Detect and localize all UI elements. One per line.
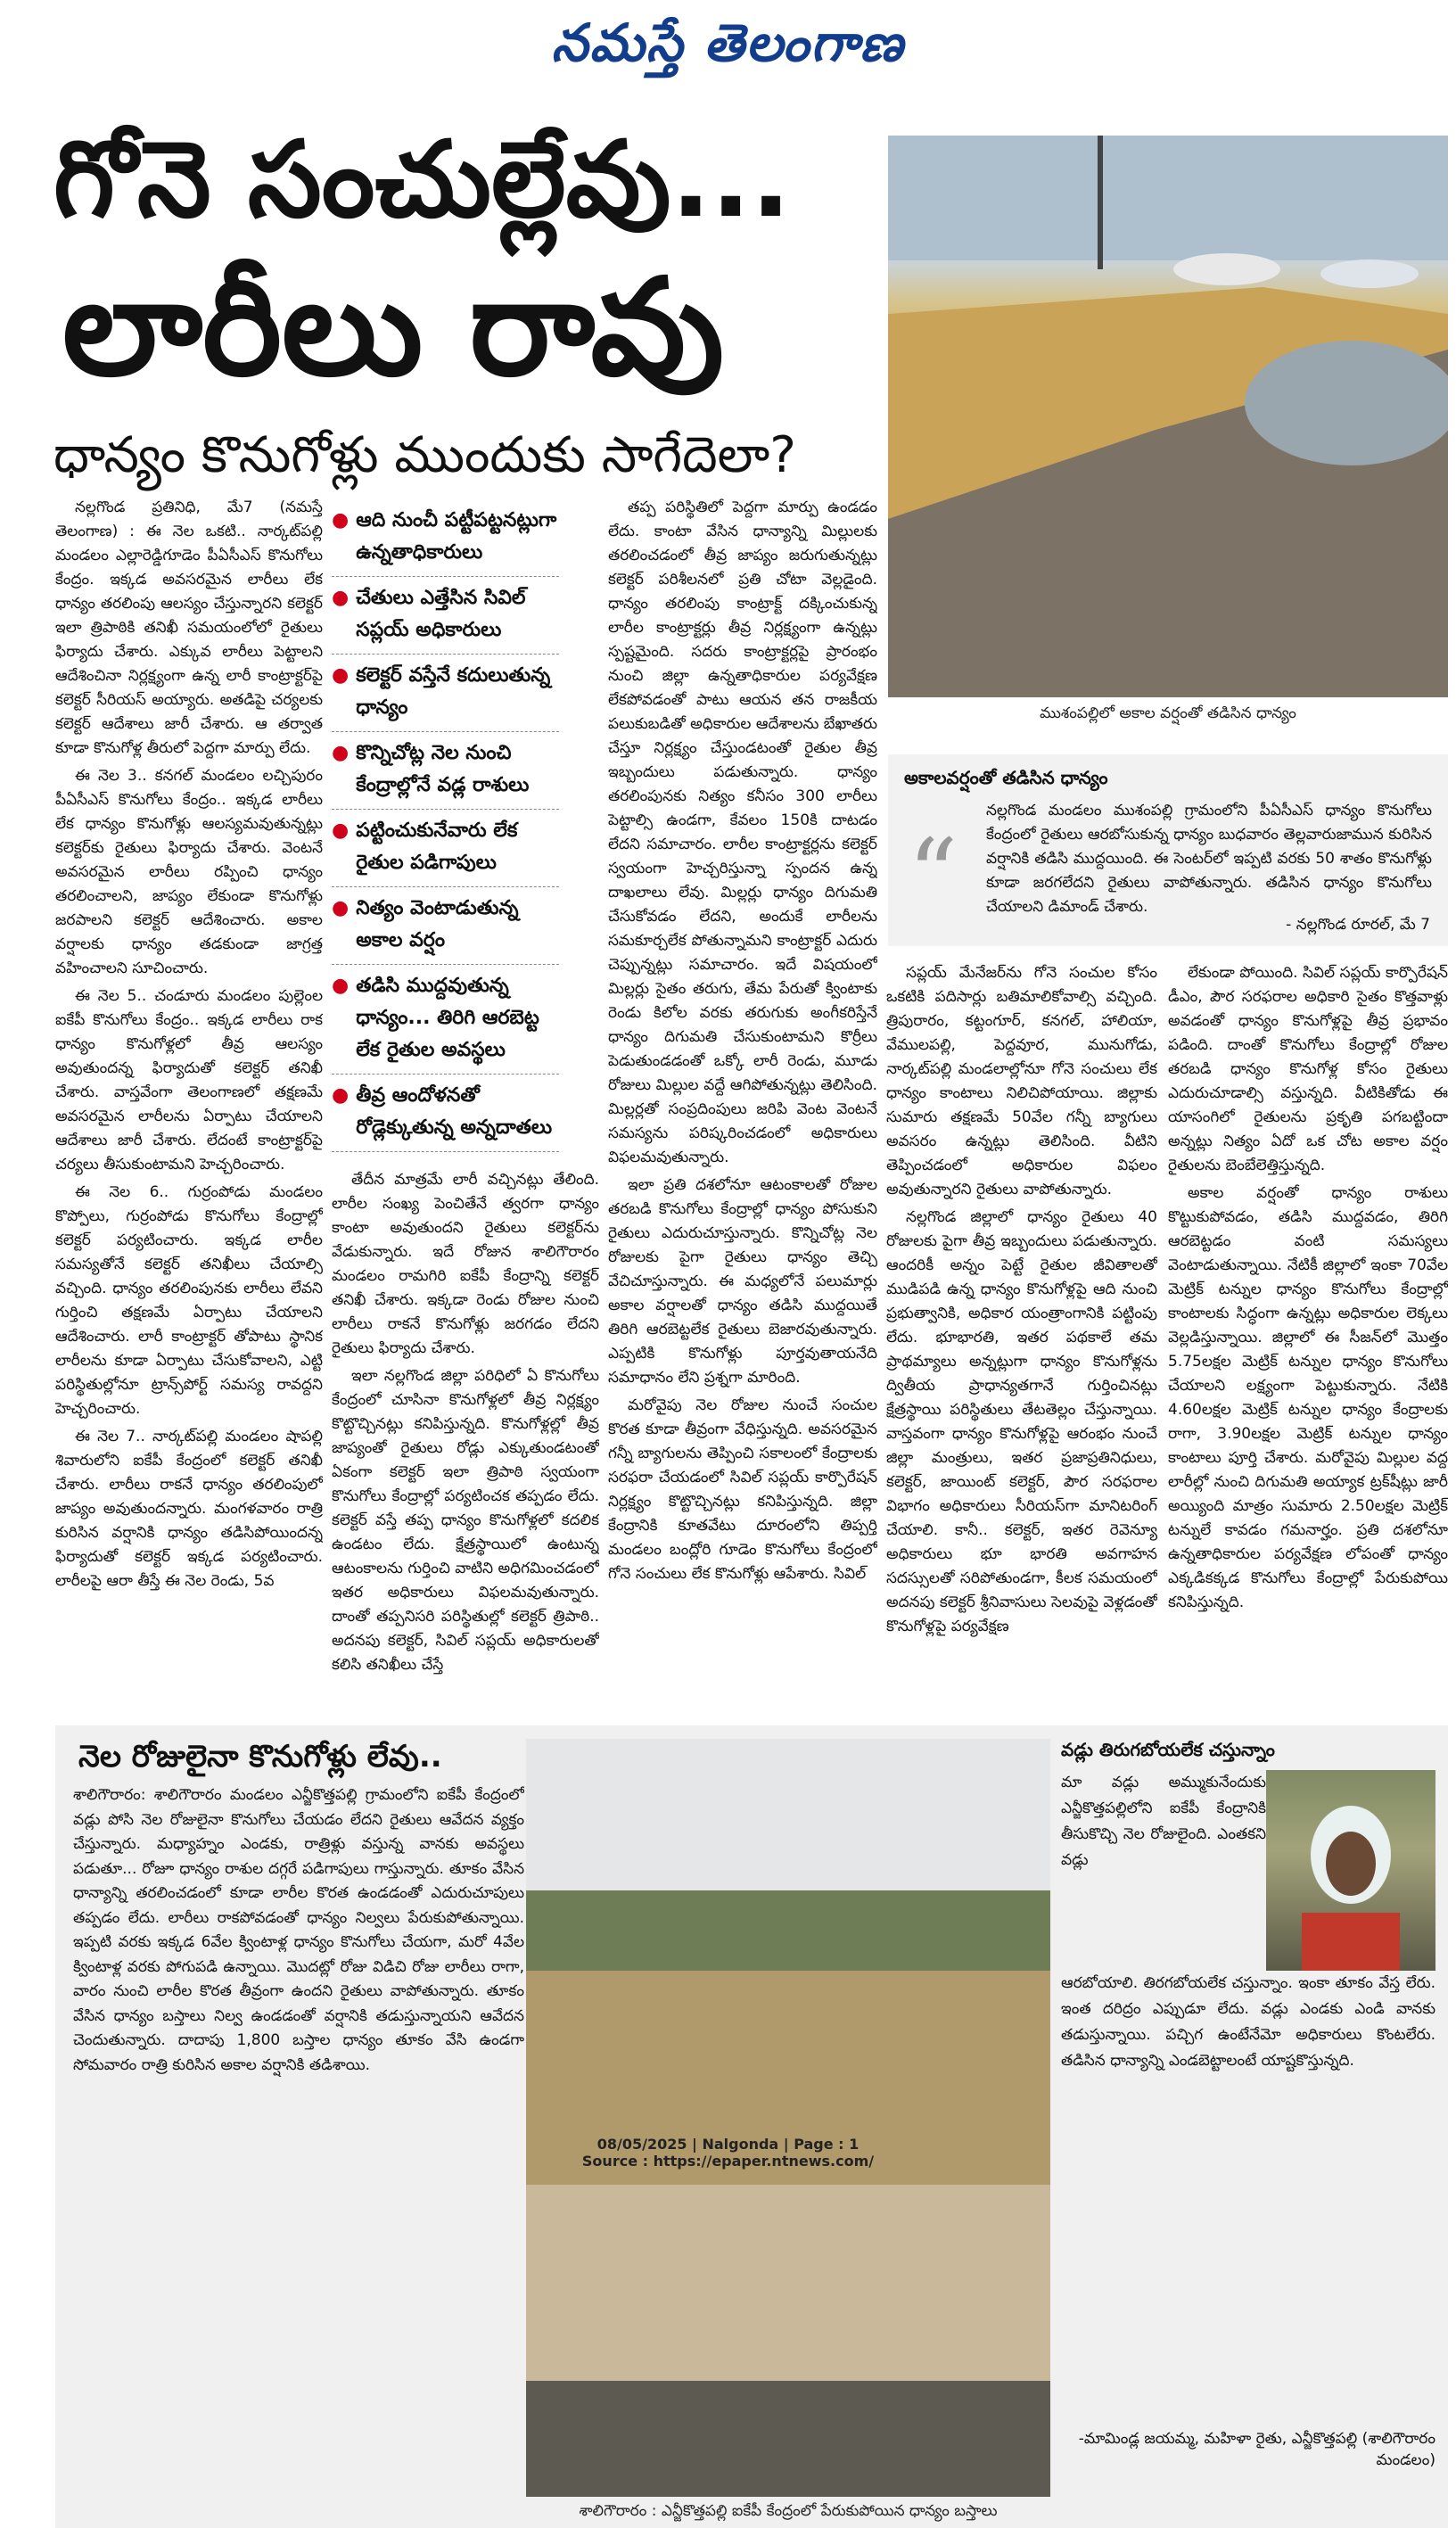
col3-para: తప్ప పరిస్థితిలో పెద్దగా మార్పు ఉండడం లేదు. కాంటా వేసిన ధాన్యాన్ని మిల్లులకు తరలించడంలో తీవ్ర జాప్యం జరుగుతున్నట్లు కలెక్టర్ పరిశీలనలో ప్రతి చోటా వెల్లడైంది. ధాన్యం తరలింపు కాంట్రాక్ట్ దక్కించుకున్న లారీల కాంట్రాక్టర్లు తీవ్ర నిర్లక్ష్యంగా ఉన్నట్లు స్పష్టమైంది. సదరు కాంట్రాక్టర్లపై ప్రారంభం నుంచి జిల్లా ఉన్నతాధికారుల పర్యవేక్షణ లేకపోవడంతో పాటు ఆయన తన రాజకీయ పలుకుబడితో అధికారుల ఆదేశాలను బేఖాతరు చేస్తూ నిర్లక్ష్యం చేస్తుండటంతో రైతుల తీవ్ర ఇబ్బందులు పడుతున్నారు. ధాన్యం తరలింపునకు నిత్యం కనీసం 300 లారీలు పెట్టాల్సి ఉండగా, కేవలం 150కి దాటడం లేదని సమాచారం. లారీల కాంట్రాక్టర్లను కలెక్టర్ స్వయంగా హెచ్చరిస్తున్నా స్పందన ఉన్న దాఖలాలు లేవు. మిల్లర్లు ధాన్యం దిగుమతి చేసుకోవడం లేదని, అందుకే లారీలను సమకూర్చలేక పోతున్నామని కాంట్రాక్టర్ ఎదురు చెప్పున్నట్లు సమాచారం. ఇదే విషయంలో మిల్లర్లు సైతం తరుగు, తేమ పేరుతో క్వింటాకు రెండు కిలోల వరకు తరుగుకు అంగీకరిస్తేనే ధాన్యం దిగుమతి చేసుకుంటామని కొర్రీలు పెడుతుండడంతో ఒక్కో లారీ రెండు, మూడు రోజులు మిల్లుల వద్దే ఆగిపోతున్నట్లు తెలిసింది. మిల్లర్లతో సంప్రదింపులు జరిపి వెంట వెంటనే సమస్యను పరిష్కరించడంలో అధికారులు విఫలమవుతున్నారు. <box>608 498 877 1166</box>
quote-box <box>888 754 1448 946</box>
col1-para: నల్లగొండ ప్రతినిధి, మే7 (నమస్తే తెలంగాణ) : ఈ నెల ఒకటి.. నార్కట్‌పల్లి మండలం ఎల్లారెడ్డిగూడెం పీఏసీఎస్ కొనుగోలు కేంద్రం. ఇక్కడ అవసరమైన లారీలు లేక ధాన్యం తరలింపు ఆలస్యం చేస్తున్నారని కలెక్టర్ ఇలా త్రిపాఠికి తనిఖీ సమయంలోలో రైతులు ఫిర్యాదు చేశారు. ఎక్కువ లారీలు పెట్టాలని ఆదేశించినా నిర్లక్ష్యంగా ఉన్న లారీ కాంట్రాక్టర్‌పై కలెక్టర్ సీరియస్ అయ్యారు. అతడిపై చర్యలకు కలెక్టర్ ఆదేశాలు జారీ చేశారు. ఆ తర్వాత కూడా కొనుగోళ్ల తీరులో పెద్దగా మార్పు లేదు. <box>55 498 323 757</box>
highlight-item: ● నిత్యం వెంటాడుతున్న అకాల వర్షం <box>332 887 559 965</box>
article-column-2 <box>332 1168 599 1717</box>
farmer-portrait-photo <box>1266 1770 1435 1971</box>
farmer-portrait-illustration <box>1266 1770 1435 1971</box>
col4-para: నల్లగొండ జిల్లాలో ధాన్యం రైతులు 40 రోజులకు పైగా తీవ్ర ఇబ్బందులు పడుతున్నారు. ఆందరికీ అన్నం పెట్టే రైతుల జీవితాలతో ముడిపడి ఉన్న ధాన్యం కొనుగోళ్లపై ఆది నుంచి ప్రభుత్వానికి, అధికార యంత్రాంగానికి పట్టింపు లేదు. భూభారతి, ఇతర పథకాలే తమ ప్రాథమ్యాలు అన్నట్లుగా ధాన్యం కొనుగోళ్లను ద్వితీయ ప్రాధాన్యతగానే గుర్తించినట్లు క్షేత్రస్థాయి పరిస్థితులు తేటతెల్లం చేస్తున్నాయి. వాస్తవంగా ధాన్యం కొనుగోళ్లపై ఆరంభం నుంచే జిల్లా మంత్రులు, ఇతర ప్రజాప్రతినిధులు, కలెక్టర్, జాయింట్ కలెక్టర్, పౌర సరఫరాల విభాగం అధికారులు సీరియస్‌గా మానిటరింగ్ చేయాలి. కానీ.. కలెక్టర్, ఇతర రెవెన్యూ అధికారులు భూ భారతి అవగాహన సదస్సులతో సరిపోతుండగా, కీలక సమయంలో అదనపు కలెక్టర్ శ్రీనివాసులు సెలవుపై వెళ్లడంతో కొనుగోళ్లపై పర్యవేక్షణ <box>886 1208 1157 1635</box>
bottom-photo-paddy-bags <box>526 1739 1050 2497</box>
col3-para: మరోవైపు నెల రోజుల నుంచే సంచుల కొరత కూడా తీవ్రంగా వేధిస్తున్నది. అవసరమైన గన్నీ బ్యాగులను తెప్పించి సకాలంలో కేంద్రాలకు సరఫరా చేయడంలో సివిల్ సప్లయ్ కార్పొరేషన్ నిర్లక్ష్యం కొట్టొచ్చినట్లు కనిపిస్తున్నది. జిల్లా కేంద్రానికి కూతవేటు దూరంలోని తిప్పర్తి మండలం బంద్లోరి గూడెం కొనుగోలు కేంద్రంలో గోనె సంచులు లేక కొనుగోళ్లు ఆపేశారు. సివిల్ <box>608 1396 877 1583</box>
footer-source: Source : https://epaper.ntnews.com/ <box>581 2153 875 2170</box>
masthead <box>0 0 1456 98</box>
article-column-3 <box>608 496 877 1717</box>
col1-para: ఈ నెల 5.. చండూరు మండలం పుల్లెంల ఐకేపీ కొనుగోలు కేంద్రం.. ఇక్కడ లారీలు రాక ధాన్యం కొనుగోళ్లలో తీవ్ర ఆలస్యం అవుతుందన్న ఫిర్యాదుతో కలెక్టర్ తనిఖీ చేశారు. వాస్తవేంగా తెలంగాణలో తక్షణమే అవసరమైన లారీలను ఏర్పాటు చేయాలని ఆదేశాలు జారీ చేశారు. లేదంటే కాంట్రాక్టర్‌పై చర్యలు తీసుకుంటామని హెచ్చరించారు. <box>55 987 323 1173</box>
side-story-title: వడ్లు తిరుగబోయలేక చస్తున్నాం <box>1061 1739 1275 1760</box>
bottom-story-title: నెల రోజులైనా కొనుగోళ్లు లేవు.. <box>78 1739 442 1775</box>
highlight-item: ● పట్టించుకునేవారు లేక రైతుల పడిగాపులు <box>332 810 559 887</box>
quote-mark-icon: “ <box>908 818 958 932</box>
col2-para: తేదీన మాత్రమే లారీ వచ్చినట్లు తేలింది. లారీల సంఖ్య పెంచితేనే త్వరగా ధాన్యం కాంటా అవుతుందని రైతులు కలెక్టర్‌ను వేడుకున్నారు. ఇదే రోజున శాలిగౌరారం మండలం రామగిరి ఐకేపీ కేంద్రాన్ని కలెక్టర్ తనిఖీ చేశారు. ఇక్కడా రెండు రోజుల నుంచి లారీలు రాకనే కొనుగోళ్లు జరగడం లేదని రైతులు ఫిర్యాదు చేశారు. <box>332 1171 599 1357</box>
highlight-item: ● కొన్నిచోట్ల నెల నుంచి కేంద్రాల్లోనే వడ్ల రాశులు <box>332 732 559 810</box>
highlight-item: ● తీవ్ర ఆందోళనతో రోడ్లెక్కుతున్న అన్నదాతలు <box>332 1075 559 1152</box>
quote-box-title: అకాలవర్షంతో తడిసిన ధాన్యం <box>904 767 1108 788</box>
col5-para: లేకుండా పోయింది. సివిల్ సప్లయ్ కార్పొరేషన్ డీఎం, పౌర సరఫరాల అధికారి సైతం కొత్తవాళ్లు అవడంతో ధాన్యం కొనుగోళ్లపై తీవ్ర ప్రభావం పడింది. దాంతో కొనుగోలు కేంద్రాల్లో రోజుల తరబడి ధాన్యం కొనుగోళ్ల కోసం రైతులు ఎదురుచూడాల్సి వస్తున్నది. వీటికితోడు ఈ యాసంగిలో రైతులను ప్రకృతి పగబట్టిందా అన్నట్లు నిత్యం ఏదో ఒక చోట అకాల వర్షం రైతులను బెంబేలెత్తిస్తున్నది. <box>1168 964 1448 1174</box>
side-story-text-2: ఆరబోయాలి. తిరగబోయలేక చస్తున్నాం. ఇంకా తూకం వేస్త లేరు. ఇంత దరిద్రం ఎప్పుడూ లేదు. వడ్లు ఎండకు ఎండి వానకు తడుస్తున్నాయి. పచ్చిగ ఉంటేనేమో అధికారులు కొంటలేరు. తడిసిన ధాన్యాన్ని ఎండబెట్టాలంటే యాష్టకొస్తున్నది. <box>1061 1974 1435 2070</box>
bottom-photo-illustration <box>526 1739 1050 2497</box>
bottom-photo-caption: శాలిగౌరారం : ఎన్జీకొత్తపల్లి ఐకేపీ కేంద్రంలో పేరుకుపోయిన ధాన్యం బస్తాలు <box>579 2502 998 2520</box>
article-column-4 <box>886 961 1157 1717</box>
col3-para: ఇలా ప్రతి దశలోనూ ఆటంకాలతో రోజుల తరబడి కొనుగోలు కేంద్రాల్లో ధాన్యం పోసుకుని రైతులు ఎదురుచూస్తున్నారు. కొన్నిచోట్ల నెల రోజులకు పైగా రైతులు ధాన్యం తెచ్చి వేచిచూస్తున్నారు. ఈ మధ్యలోనే పలుమార్లు అకాల వర్షాలతో ధాన్యం తడిసి ముద్దయితే తిరిగి ఆరబెట్టలేక రైతులు బెజారవుతున్నారు. ఎప్పటికి కొనుగోళ్లు పూర్తవుతాయనేది సమాధానం లేని ప్రశ్నగా మారింది. <box>608 1176 877 1387</box>
footer <box>0 2136 1456 2170</box>
subheadline: ధాన్యం కొనుగోళ్లు ముందుకు సాగేదెలా? <box>53 426 796 484</box>
col5-para: అకాల వర్షంతో ధాన్యం రాశులు కొట్టుకుపోవడం, తడిసి ముద్దవడం, తిరిగి ఆరబెట్టడం వంటి సమస్యలు వెంటాడుతున్నాయి. నేటికీ జిల్లాలో ఇంకా 70వేల మెట్రిక్ టన్నుల ధాన్యం కొనుగోలు కేంద్రాల్లో కాంటాలకు సిద్ధంగా ఉన్నట్లు అధికారుల లెక్కలు వెల్లడిస్తున్నాయి. జిల్లాలో ఈ సీజన్‌లో మొత్తం 5.75లక్షల మెట్రిక్ టన్నుల ధాన్యం కొనుగోలు చేయాలని లక్ష్యంగా పెట్టుకున్నారు. నేటికి 4.60లక్షల మెట్రిక్ టన్నుల ధాన్యం కేంద్రాలకు రాగా, 3.90లక్షల మెట్రిక్ టన్నుల ధాన్యం కాంటాలు పూర్తి చేశారు. మరోవైపు మిల్లుల వద్ద లారీల్లో నుంచి దిగుమతి అయ్యాక ట్రక్‌షీట్లు జారీ అయ్యింది మాత్రం సుమారు 2.50లక్షల మెట్రిక్ టన్నులే కావడం గమనార్హం. ప్రతి దశలోనూ ఉన్నతాధికారుల పర్యవేక్షణ లోపంతో ధాన్యం ఎక్కడికక్కడ కొనుగోలు కేంద్రాల్లో పేరుకుపోయి కనిపిస్తున్నది. <box>1168 1184 1448 1611</box>
top-photo-illustration <box>888 136 1448 697</box>
highlights-list <box>332 499 559 1152</box>
side-story-text-1: మా వడ్లు అమ్ముకునేందుకు ఎన్జీకొత్తపల్లిలోని ఐకేపీ కేంద్రానికి తీసుకొచ్చి నెల రోజులైంది. ఎంతకని వడ్లు <box>1061 1774 1266 1869</box>
highlight-item: ● ఆది నుంచీ పట్టీపట్టనట్లుగా ఉన్నతాధికారులు <box>332 499 559 577</box>
highlight-item: ● కలెక్టర్ వస్తేనే కదులుతున్న ధాన్యం <box>332 655 559 732</box>
top-photo-caption: ముశంపల్లిలో అకాల వర్షంతో తడిసిన ధాన్యం <box>1040 704 1296 722</box>
article-column-1 <box>55 496 323 1717</box>
col1-para: ఈ నెల 7.. నార్కట్‌పల్లి మండలం షాపల్లి శివారులోని ఐకేపీ కేంద్రంలో కలెక్టర్ తనిఖీ చేశారు. లారీలు రాకనే ధాన్యం తరలింపులో జాప్యం అవుతుందన్నారు. మంగళవారం రాత్రి కురిసిన వర్షానికి ధాన్యం తడిసిపోయిందన్న ఫిర్యాదుతో కలెక్టర్ ఇక్కడ పర్యటించారు. లారీలపై ఆరా తీస్తే ఈ నెల రెండు, 5వ <box>55 1428 323 1590</box>
headline-line2: లారీలు రావు <box>62 251 725 406</box>
side-story-signature: -మామిండ్ల జయమ్మ, మహిళా రైతు, ఎన్జీకొత్తపల్లి (శాలిగౌరారం మండలం) <box>1078 2430 1435 2469</box>
highlight-item: ● చేతులు ఎత్తేసిన సివిల్ సప్లయ్ అధికారులు <box>332 577 559 655</box>
col4-para: సప్లయ్ మేనేజర్‌ను గోనె సంచుల కోసం ఒకటికి పదిసార్లు బతిమాలికోవాల్సి వచ్చింది. త్రిపురారం, కట్టంగూర్, కనగల్, హాలియా, వేములపల్లి, పెద్దవూర, మునుగోడు, నార్కట్‌పల్లి మండలాల్లోనూ గోనె సంచులు లేక ధాన్యం కాంటాలు నిలిచిపోయాయి. జిల్లాకు సుమారు తక్షణమే 50వేల గన్నీ బ్యాగులు అవసరం ఉన్నట్లు తెలిసింది. వీటిని తెప్పించడంలో అధికారుల విఫలం అవుతున్నారని రైతులు వాపోతున్నారు. <box>886 964 1157 1198</box>
top-photo-wet-paddy <box>888 136 1448 697</box>
col1-para: ఈ నెల 3.. కనగల్ మండలం లచ్చిపురం పీఏసీఎస్ కొనుగోలు కేంద్రం.. ఇక్కడ లారీలు లేక ధాన్యం కొనుగోళ్లు ఆలస్యమవుతున్నట్లు కలెక్టర్‌కు రైతులు ఫిర్యాదు చేశారు. వెంటనే అవసరమైన లారీలు రప్పించి ధాన్యం తరలించాలని, జాప్యం లేకుండా కొనుగోళ్లు జరపాలని కలెక్టర్ ఆదేశించారు. అకాల వర్షాలకు ధాన్యం తడకుండా జాగ్రత్త వహించాలని సూచించారు. <box>55 767 323 977</box>
headline-line1: గోనె సంచుల్లేవు... <box>53 118 791 241</box>
article-column-5 <box>1168 961 1448 1717</box>
col1-para: ఈ నెల 6.. గుర్రంపోడు మండలం కొప్పోలు, గుర్రంపోడు కొనుగోలు కేంద్రాల్లో కలెక్టర్ పర్యటించారు. ఇక్కడ లారీల సమస్యతోనే కలెక్టర్ తనిఖీలు చేయాల్సి వచ్చింది. ధాన్యం తరలింపునకు లారీలు లేవని గుర్తించి తక్షణమే ఏర్పాటు చేయాలని ఆదేశించారు. లారీ కాంట్రాక్టర్ తోపాటు స్థానిక లారీలను కూడా ఏర్పాటు చేసుకోవాలని, ఎట్టి పరిస్థితుల్లోనూ ట్రాన్స్‌పోర్ట్ సమస్య రావద్దని హెచ్చరించారు. <box>55 1183 323 1418</box>
quote-box-signature: - నల్లగొండ రూరల్, మే 7 <box>1286 916 1430 934</box>
col2-para: ఇలా నల్లగొండ జిల్లా పరిధిలో ఏ కొనుగోలు కేంద్రంలో చూసినా కొనుగోళ్లలో తీవ్ర నిర్లక్ష్యం కొట్టొచ్చినట్లు కనిపిస్తున్నది. కొనుగోళ్లల్లో తీవ్ర జాప్యంతో రైతులు రోడ్లు ఎక్కుతుండటంతో ఏకంగా కలెక్టర్ ఇలా త్రిపాఠి స్వయంగా కొనుగోలు కేంద్రాల్లో పర్యటించక తప్పడం లేదు. కలెక్టర్ వస్తే తప్ప ధాన్యం కొనుగోళ్లలో కదలిక ఉండటం లేదు. క్షేత్రస్థాయిలో ఉంటున్న ఆటంకాలను గుర్తించి వాటిని అధిగమించడంలో ఇతర అధికారులు విఫలమవుతున్నారు. దాంతో తప్పనిసరి పరిస్థితుల్లో కలెక్టర్ త్రిపాఠి.. అదనపు కలెక్టర్, సివిల్ సప్లయ్ అధికారులతో కలిసి తనిఖీలు చేస్తే <box>332 1367 599 1674</box>
highlight-item: ● తడిసి ముద్దవుతున్న ధాన్యం... తిరిగి ఆరబెట్ట లేక రైతుల అవస్థలు <box>332 965 559 1075</box>
quote-box-text: నల్లగొండ మండలం ముశంపల్లి గ్రామంలోని పీఏసీఎస్ ధాన్యం కొనుగోలు కేంద్రంలో రైతులు ఆరబోసుకున్న ధాన్యం బుధవారం తెల్లవారుజామున కురిసిన వర్షానికి తడిసి ముద్దయింది. ఈ సెంటర్‌లో ఇప్పటి వరకు 50 శాతం కొనుగోళ్లు కూడా జరగలేదని రైతులు వాపోతున్నారు. తడిసిన ధాన్యం కొనుగోలు చేయాలని డిమాండ్ చేశారు. <box>986 802 1432 916</box>
footer-date-edition: 08/05/2025 | Nalgonda | Page : 1 <box>596 2136 860 2153</box>
masthead-title: నమస్తే తెలంగాణ <box>551 12 905 73</box>
bottom-story-text: శాలిగౌరారం: శాలిగౌరారం మండలం ఎన్జీకొత్తపల్లి గ్రామంలోని ఐకేపీ కేంద్రంలో వడ్లు పోసి నెల రోజులైనా కొనుగోలు చేయడం లేదని రైతులు ఆవేదన వ్యక్తం చేస్తున్నారు. మధ్యాహ్నం ఎండకు, రాత్రిళ్లు వస్తున్న వానకు అవస్థలు పడుతూ... రోజూ ధాన్యం రాశుల దగ్గరే పడిగాపులు గాస్తున్నారు. తూకం వేసిన ధాన్యాన్ని తరలించడంలో కూడా లారీల కొరత ఉండడంతో ఎదురుచూపులు తప్పడం లేదు. లారీలు రాకపోవడంతో ధాన్యం నిల్వలు పేరుకుపోతున్నాయి. ఇప్పటి వరకు ఇక్కడ 6వేల క్వింటాళ్ల ధాన్యం కొనుగోలు చేయగా, మరో 4వేల క్వింటాళ్ల వరకు పోగుపడి ఉన్నాయి. మొదట్లో రోజు విడిచి రోజు లారీలు రాగా, వారం నుంచి లారీల కొరత తీవ్రంగా ఉందని రైతులు వాపోతున్నారు. తూకం వేసిన ధాన్యం బస్తాలు నిల్వ ఉండడంతో వర్షానికి తడుస్తున్నాయని ఆవేదన చెందుతున్నారు. దాదాపు 1,800 బస్తాల ధాన్యం తూకం వేసి ఉండగా సోమవారం రాత్రి కురిసిన అకాల వర్షానికి తడిశాయి. <box>73 1786 524 2074</box>
